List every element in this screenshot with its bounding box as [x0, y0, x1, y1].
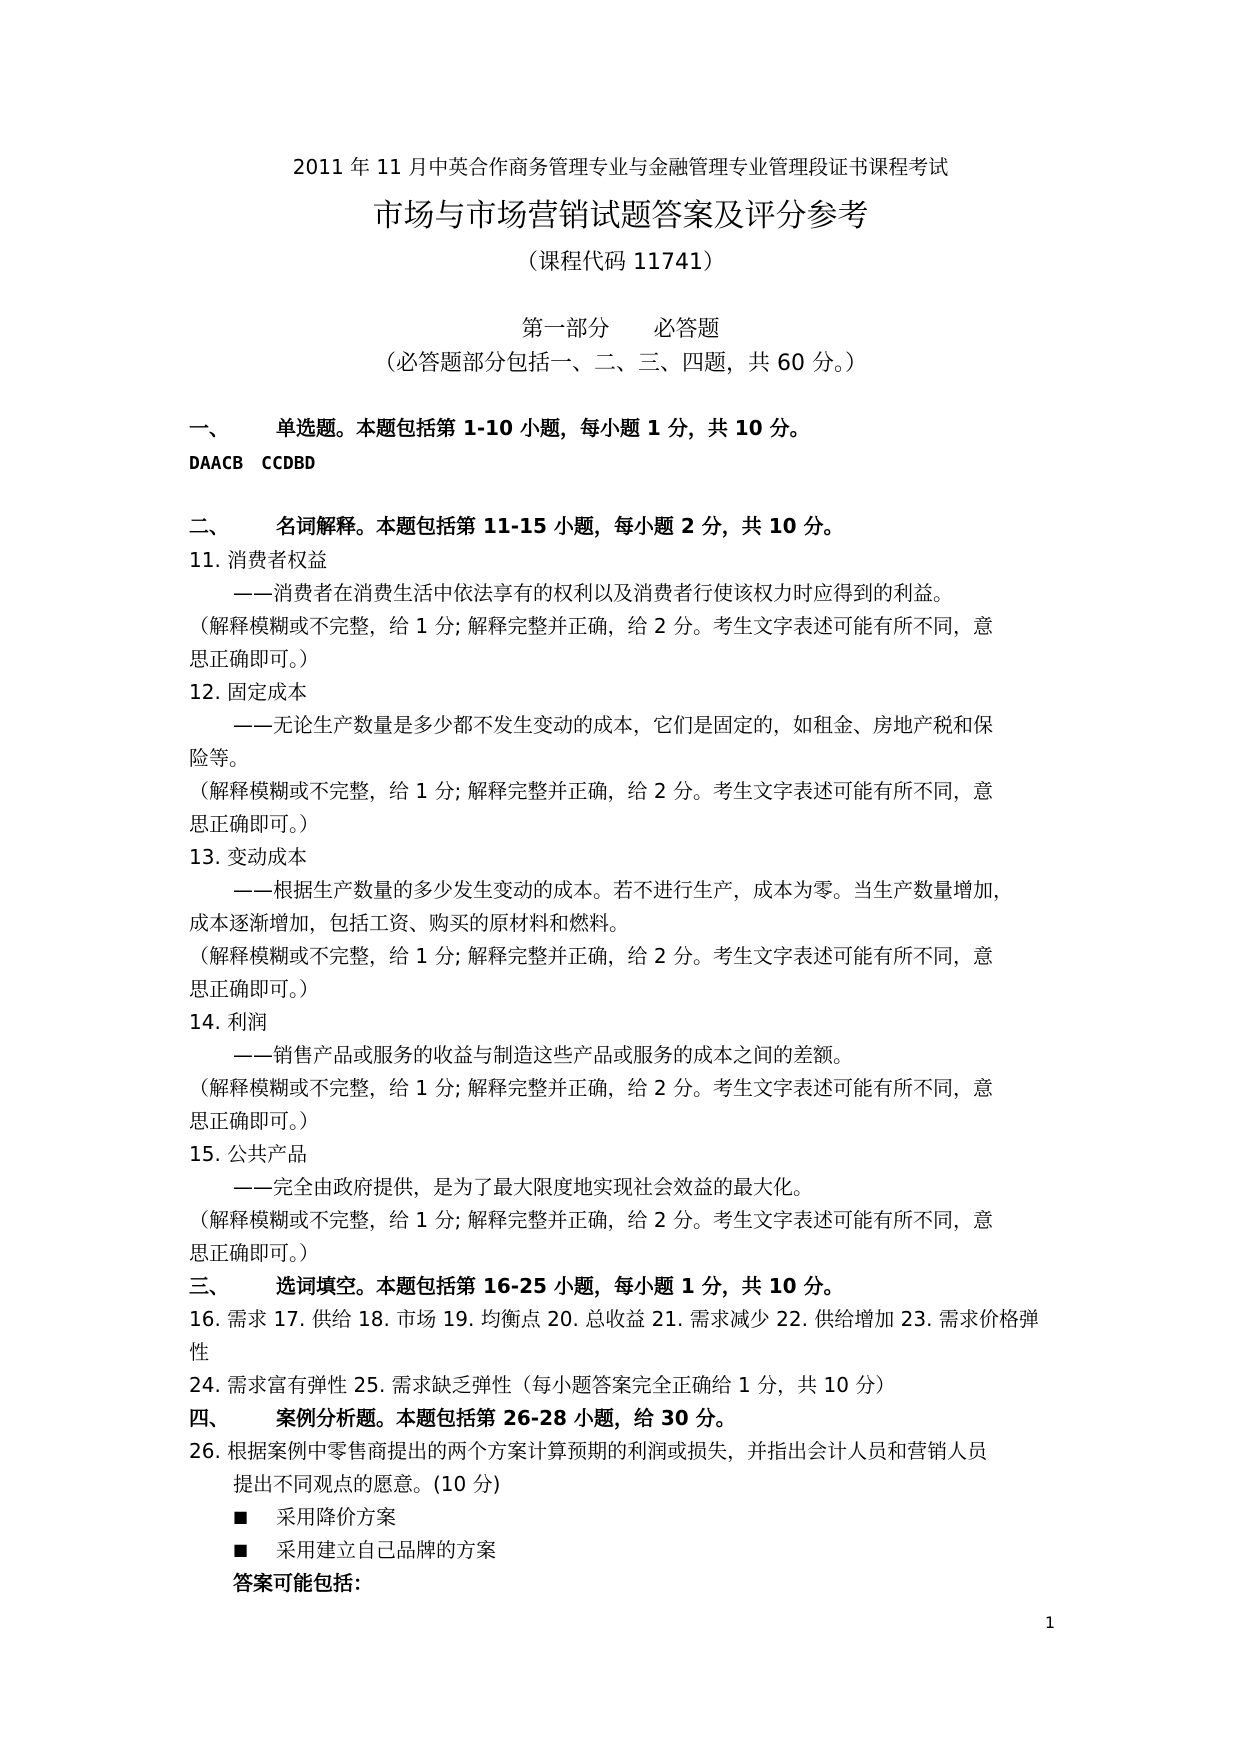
term-12: 12. 固定成本 — [189, 680, 308, 704]
section-1-heading: 单选题。本题包括第 1-10 小题，每小题 1 分，共 10 分。 — [276, 416, 810, 440]
exam-line: 2011 年 11 月中英合作商务管理专业与金融管理专业管理段证书课程考试 — [292, 155, 949, 179]
term-13: 13. 变动成本 — [189, 845, 308, 869]
bullet-text: 采用降价方案 — [276, 1505, 396, 1529]
section-3-answers: 16. 需求 17. 供给 18. 市场 19. 均衡点 20. 总收益 21. 需求减少 22. 供给增加 23. 需求价格弹 — [189, 1307, 1039, 1331]
page-title: 市场与市场营销试题答案及评分参考 — [372, 198, 869, 234]
term-11: 11. 消费者权益 — [189, 548, 328, 572]
course-code: （课程代码 11741） — [516, 250, 725, 275]
section-3-heading: 选词填空。本题包括第 16-25 小题，每小题 1 分，共 10 分。 — [276, 1274, 844, 1298]
scoring-note: （解释模糊或不完整，给 1 分; 解释完整并正确，给 2 分。考生文字表述可能有所不同，意 — [189, 1208, 993, 1232]
question-26-cont: 提出不同观点的愿意。(10 分) — [233, 1472, 501, 1496]
scoring-note-cont: 思正确即可。） — [189, 977, 319, 1001]
section-1-number: 一、 — [189, 416, 229, 440]
page-number: 1 — [1044, 1613, 1055, 1632]
definition-12: ——无论生产数量是多少都不发生变动的成本，它们是固定的，如租金、房地产税和保 — [233, 713, 993, 737]
definition-14: ——销售产品或服务的收益与制造这些产品或服务的成本之间的差额。 — [233, 1043, 853, 1067]
term-14: 14. 利润 — [189, 1010, 268, 1034]
definition-13: ——根据生产数量的多少发生变动的成本。若不进行生产，成本为零。当生产数量增加， — [233, 878, 1013, 902]
section-3-answers-cont: 性 — [189, 1340, 209, 1364]
scoring-note: （解释模糊或不完整，给 1 分; 解释完整并正确，给 2 分。考生文字表述可能有所不同，意 — [189, 944, 993, 968]
definition-11: ——消费者在消费生活中依法享有的权利以及消费者行使该权力时应得到的利益。 — [233, 581, 953, 605]
section-3-answers-2: 24. 需求富有弹性 25. 需求缺乏弹性（每小题答案完全正确给 1 分，共 10 分） — [189, 1373, 896, 1397]
scoring-note: （解释模糊或不完整，给 1 分; 解释完整并正确，给 2 分。考生文字表述可能有所不同，意 — [189, 779, 993, 803]
scoring-note-cont: 思正确即可。） — [189, 647, 319, 671]
part-note: （必答题部分包括一、二、三、四题，共 60 分。） — [374, 351, 867, 376]
section-4-heading: 案例分析题。本题包括第 26-28 小题，给 30 分。 — [276, 1406, 736, 1430]
square-bullet-icon: ■ — [233, 1507, 249, 1526]
section-4-number: 四、 — [189, 1406, 229, 1430]
section-1-answers: DAACB CCDBD — [189, 453, 316, 474]
part-title: 第一部分 必答题 — [521, 317, 720, 342]
scoring-note: （解释模糊或不完整，给 1 分; 解释完整并正确，给 2 分。考生文字表述可能有所不同，意 — [189, 614, 993, 638]
definition-12-cont: 险等。 — [189, 746, 249, 770]
section-2-number: 二、 — [189, 514, 229, 538]
bullet-text: 采用建立自己品牌的方案 — [276, 1538, 496, 1562]
scoring-note-cont: 思正确即可。） — [189, 1241, 319, 1265]
definition-13-cont: 成本逐渐增加，包括工资、购买的原材料和燃料。 — [189, 911, 629, 935]
scoring-note-cont: 思正确即可。） — [189, 812, 319, 836]
question-26: 26. 根据案例中零售商提出的两个方案计算预期的利润或损失，并指出会计人员和营销人员 — [189, 1439, 988, 1463]
definition-15: ——完全由政府提供，是为了最大限度地实现社会效益的最大化。 — [233, 1175, 813, 1199]
section-3-number: 三、 — [189, 1274, 229, 1298]
scoring-note-cont: 思正确即可。） — [189, 1109, 319, 1133]
scoring-note: （解释模糊或不完整，给 1 分; 解释完整并正确，给 2 分。考生文字表述可能有所不同，意 — [189, 1076, 993, 1100]
term-15: 15. 公共产品 — [189, 1142, 308, 1166]
square-bullet-icon: ■ — [233, 1540, 249, 1559]
section-2-heading: 名词解释。本题包括第 11-15 小题，每小题 2 分，共 10 分。 — [276, 514, 844, 538]
answer-label: 答案可能包括： — [233, 1571, 373, 1595]
